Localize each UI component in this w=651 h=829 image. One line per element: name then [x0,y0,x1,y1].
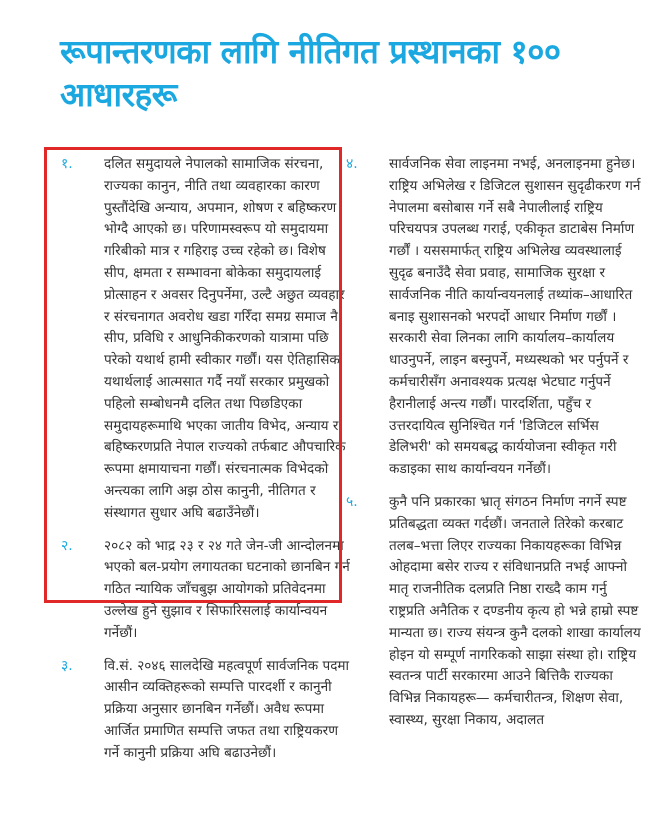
item-text: २०८२ को भाद्र २३ र २४ गते जेन-जी आन्दोलनमा भएको बल-प्रयोग लगायतका घटनाको छानबिन गर्न गठित न्यायिक जाँचबुझ आयोगको प्रतिवेदनमा उल्लेख हुने सुझाव र सिफारिसलाई कार्यान्वयन गर्नेछौं। [104,537,350,641]
item-number: ५. [346,493,358,510]
item-text: कुनै पनि प्रकारका भ्रातृ संगठन निर्माण नगर्ने स्पष्ट प्रतिबद्धता व्यक्त गर्दछौं। जनताले तिरेको करबाट तलब–भत्ता लिएर राज्यका निकायहरूका विभिन्न ओहदामा बसेर राज्य र संविधानप्रति नभई आफ्नो मातृ राजनीतिक दलप्रति निष्ठा राख्दै काम गर्नु राष्ट्रप्रति अनैतिक र दण्डनीय कृत्य हो भन्ने हाम्रो स्पष्ट मान्यता छ। राज्य संयन्त्र कुनै दलको शाखा कार्यालय होइन यो सम्पूर्ण नागरिकको साझा संस्था हो। राष्ट्रिय स्वतन्त्र पार्टी सरकारमा आउने बित्तिकै राज्यका विभिन्न निकायहरू— कर्मचारीतन्त्र, शिक्षण सेवा, स्वास्थ्य, सुरक्षा निकाय, अदालत [389,493,641,728]
list-item [346,492,641,732]
item-number: २. [61,537,73,554]
right-column [346,154,641,732]
item-number: ४. [346,156,358,172]
item-text: दलित समुदायले नेपालको सामाजिक संरचना, राज्यका कानुन, नीति तथा व्यवहारका कारण पुस्तौंदेखि अन्याय, अपमान, शोषण र बहिष्करण भोग्दै आएको छ। परिणामस्वरूप यो समुदायमा गरिबीको मात्र र गहिराइ उच्च रहेको छ। विशेष सीप, क्षमता र सम्भावना बोकेका समुदायलाई प्रोत्साहन र अवसर दिनुपर्नेमा, उल्टै अछुत व्यवहार र संरचनागत अवरोध खडा गरिँदा समग्र समाज नै सीप, प्रविधि र आधुनिकीकरणको यात्रामा पछि परेको यथार्थ हामी स्वीकार गर्छौं। यस ऐतिहासिक यथार्थलाई आत्मसात गर्दै नयाँ सरकार प्रमुखको पहिलो सम्बोधनमै दलित तथा पिछडिएका समुदायहरूमाथि भएका जातीय विभेद, अन्याय र बहिष्करणप्रति नेपाल राज्यको तर्फबाट औपचारिक रूपमा क्षमायाचना गर्छौं। संरचनात्मक विभेदको अन्त्यका लागि अझ ठोस कानुनी, नीतिगत र संस्थागत सुधार अघि बढाउँनेछौं। [104,156,346,521]
item-text: सार्वजनिक सेवा लाइनमा नभई, अनलाइनमा हुनेछ। राष्ट्रिय अभिलेख र डिजिटल सुशासन सुदृढीकरण गर्न नेपालमा बसोबास गर्ने सबै नेपालीलाई राष्ट्रिय परिचयपत्र उपलब्ध गराई, एकीकृत डाटाबेस निर्माण गर्छौं । यससमार्फत् राष्ट्रिय अभिलेख व्यवस्थालाई सुदृढ बनाउँदै सेवा प्रवाह, सामाजिक सुरक्षा र सार्वजनिक नीति कार्यान्वयनलाई तथ्यांक–आधारित बनाइ सुशासनको भरपर्दो आधार निर्माण गर्छौं । सरकारी सेवा लिनका लागि कार्यालय–कार्यालय धाउनुपर्ने, लाइन बस्नुपर्ने, मध्यस्थको भर पर्नुपर्ने र कर्मचारीसँग अनावश्यक प्रत्यक्ष भेटघाट गर्नुपर्ने हैरानीलाई अन्त्य गर्छौं। पारदर्शिता, पहुँच र उत्तरदायित्व सुनिश्चित गर्न 'डिजिटल सर्भिस डेलिभरी' को समयबद्ध कार्ययोजना स्वीकृत गरी कडाइका साथ कार्यान्वयन गर्नेछौं। [389,156,641,478]
list-item [346,154,641,481]
item-number: ३. [61,657,73,674]
page-title: रूपान्तरणका लागि नीतिगत प्रस्थानका १०० आधारहरू [60,32,561,114]
list-item [61,656,354,765]
item-text: वि.सं. २०४६ सालदेखि महत्वपूर्ण सार्वजनिक पदमा आसीन व्यक्तिहरूको सम्पत्ति पारदर्शी र कानुनी प्रक्रिया अनुसार छानबिन गर्नेछौं। अवैध रूपमा आर्जित प्रमाणित सम्पत्ति जफत तथा राष्ट्रियकरण गर्ने कानुनी प्रक्रिया अघि बढाउनेछौं। [104,657,350,761]
highlight-box [44,147,342,603]
item-number: १. [61,156,73,172]
